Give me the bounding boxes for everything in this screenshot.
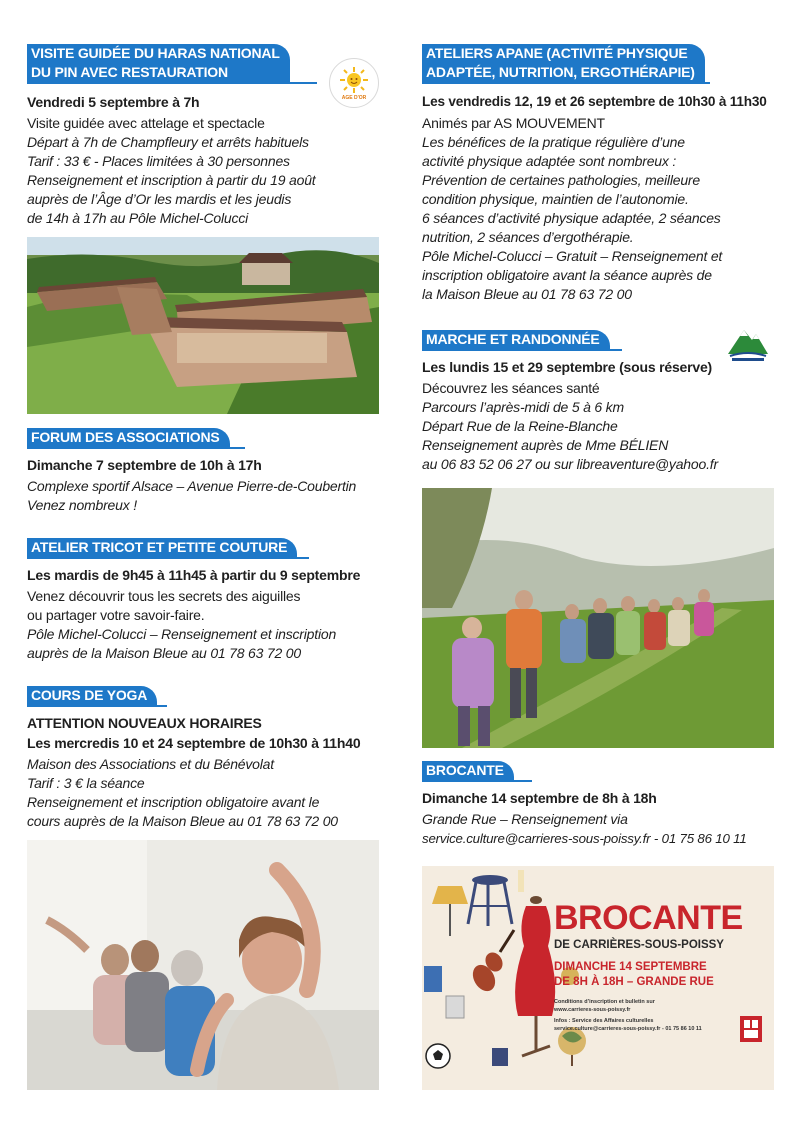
event-line: Venez découvrir tous les secrets des aiguilles bbox=[27, 588, 301, 604]
event-line: Animés par AS MOUVEMENT bbox=[422, 115, 605, 131]
event-line: nutrition, 2 séances d’ergothérapie. bbox=[422, 229, 634, 245]
title-underline bbox=[27, 705, 167, 707]
event-line: Les bénéfices de la pratique régulière d’une bbox=[422, 134, 685, 150]
title-line-2: DU PIN AVEC RESTAURATION bbox=[31, 64, 228, 80]
section-forum bbox=[27, 428, 379, 515]
poster-small-text: www.carrieres-sous-poissy.fr bbox=[554, 1007, 631, 1013]
event-date: Les vendredis 12, 19 et 26 septembre de 10h30 à 11h30 bbox=[422, 94, 767, 109]
section-apane bbox=[422, 44, 774, 304]
poster-subtitle: DE CARRIÈRES-SOUS-POISSY bbox=[554, 939, 724, 951]
title-underline bbox=[422, 349, 622, 351]
event-line: activité physique adaptée sont nombreux : bbox=[422, 153, 677, 169]
poster-text bbox=[554, 900, 764, 1033]
section-marche bbox=[422, 330, 774, 474]
event-line: Prévention de certaines pathologies, meilleure bbox=[422, 172, 700, 188]
age-dor-logo bbox=[329, 58, 379, 108]
section-title bbox=[27, 44, 290, 82]
event-line: Découvrez les séances santé bbox=[422, 380, 600, 396]
schedule-notice: ATTENTION NOUVEAUX HORAIRES bbox=[27, 715, 262, 731]
event-line: Tarif : 33 € - Places limitées à 30 personnes bbox=[27, 153, 290, 169]
section-title: MARCHE ET RANDONNÉE bbox=[422, 330, 610, 349]
title-underline bbox=[27, 447, 245, 449]
section-title: BROCANTE bbox=[422, 761, 514, 780]
section-yoga bbox=[27, 686, 379, 831]
section-tricot bbox=[27, 538, 379, 663]
event-date: Dimanche 7 septembre de 10h à 17h bbox=[27, 457, 262, 473]
left-column bbox=[27, 0, 379, 1131]
section-title: ATELIER TRICOT ET PETITE COUTURE bbox=[27, 538, 297, 557]
event-line: condition physique, maintien de l’autonomie. bbox=[422, 191, 689, 207]
event-date: Dimanche 14 septembre de 8h à 18h bbox=[422, 790, 657, 806]
hiking-photo bbox=[422, 488, 774, 748]
event-date: Vendredi 5 septembre à 7h bbox=[27, 94, 200, 110]
poster-headline: BROCANTE bbox=[554, 899, 743, 937]
section-title bbox=[422, 44, 705, 82]
event-line: cours auprès de la Maison Bleue au 01 78 63 72 00 bbox=[27, 813, 338, 829]
poster-small-text: service.culture@carrieres-sous-poissy.fr - 01 75 86 10 11 bbox=[554, 1026, 702, 1032]
event-line: Tarif : 3 € la séance bbox=[27, 775, 145, 791]
title-underline bbox=[27, 557, 309, 559]
event-line: inscription obligatoire avant la séance auprès de bbox=[422, 267, 712, 283]
brocante-poster bbox=[422, 866, 774, 1090]
title-underline bbox=[27, 82, 317, 84]
event-line: Grande Rue – Renseignement via bbox=[422, 811, 628, 827]
haras-photo bbox=[27, 237, 379, 414]
event-line: Visite guidée avec attelage et spectacle bbox=[27, 115, 265, 131]
section-haras bbox=[27, 44, 379, 228]
event-line: au 06 83 52 06 27 ou sur libreaventure@yahoo.fr bbox=[422, 456, 718, 472]
logo-text: AGE D'OR bbox=[341, 95, 367, 101]
mountain-icon bbox=[726, 322, 770, 364]
section-title: FORUM DES ASSOCIATIONS bbox=[27, 428, 230, 447]
title-line-2: ADAPTÉE, NUTRITION, ERGOTHÉRAPIE) bbox=[426, 64, 695, 80]
event-line: auprès de la Maison Bleue au 01 78 63 72 00 bbox=[27, 645, 301, 661]
event-line: Départ Rue de la Reine-Blanche bbox=[422, 418, 618, 434]
event-line: de 14h à 17h au Pôle Michel-Colucci bbox=[27, 210, 249, 226]
event-line: Départ à 7h de Champfleury et arrêts habituels bbox=[27, 134, 309, 150]
event-line: Pôle Michel-Colucci – Renseignement et inscription bbox=[27, 626, 337, 642]
poster-date-line-1: DIMANCHE 14 SEPTEMBRE bbox=[554, 961, 707, 973]
event-line: 6 séances d’activité physique adaptée, 2 séances bbox=[422, 210, 721, 226]
poster-small-text: Conditions d’inscription et bulletin sur bbox=[554, 999, 655, 1005]
section-title: COURS DE YOGA bbox=[27, 686, 157, 705]
event-line: la Maison Bleue au 01 78 63 72 00 bbox=[422, 286, 632, 302]
event-date: Les lundis 15 et 29 septembre (sous réserve) bbox=[422, 359, 712, 375]
title-line-1: VISITE GUIDÉE DU HARAS NATIONAL bbox=[31, 45, 280, 61]
poster-small-text: Infos : Service des Affaires culturelles bbox=[554, 1018, 654, 1024]
event-date: Les mardis de 9h45 à 11h45 à partir du 9 septembre bbox=[27, 567, 361, 583]
section-brocante bbox=[422, 761, 774, 848]
event-line: Renseignement auprès de Mme BÉLIEN bbox=[422, 437, 669, 453]
poster-date-line-2: DE 8H À 18H – GRANDE RUE bbox=[554, 976, 714, 988]
event-line: Renseignement et inscription à partir du 19 août bbox=[27, 172, 316, 188]
title-underline bbox=[422, 780, 532, 782]
libre-aventure-logo bbox=[726, 322, 770, 364]
event-line: Pôle Michel-Colucci – Gratuit – Renseignement et bbox=[422, 248, 723, 264]
event-line: Renseignement et inscription obligatoire avant le bbox=[27, 794, 320, 810]
title-underline bbox=[422, 82, 710, 84]
event-line: ou partager votre savoir-faire. bbox=[27, 607, 205, 623]
event-line: Maison des Associations et du Bénévolat bbox=[27, 756, 274, 772]
event-line: Venez nombreux ! bbox=[27, 497, 137, 513]
event-date: Les mercredis 10 et 24 septembre de 10h30 à 11h40 bbox=[27, 735, 361, 751]
yoga-photo bbox=[27, 840, 379, 1090]
sun-icon bbox=[337, 65, 371, 95]
right-column bbox=[422, 0, 774, 1131]
event-line: service.culture@carrieres-sous-poissy.fr - 01 75 86 10 11 bbox=[422, 831, 747, 846]
event-line: Parcours l’après-midi de 5 à 6 km bbox=[422, 399, 624, 415]
event-line: auprès de l’Âge d’Or les mardis et les jeudis bbox=[27, 191, 292, 207]
event-line: Complexe sportif Alsace – Avenue Pierre-de-Coubertin bbox=[27, 478, 357, 494]
title-line-1: ATELIERS APANE (ACTIVITÉ PHYSIQUE bbox=[426, 45, 688, 61]
